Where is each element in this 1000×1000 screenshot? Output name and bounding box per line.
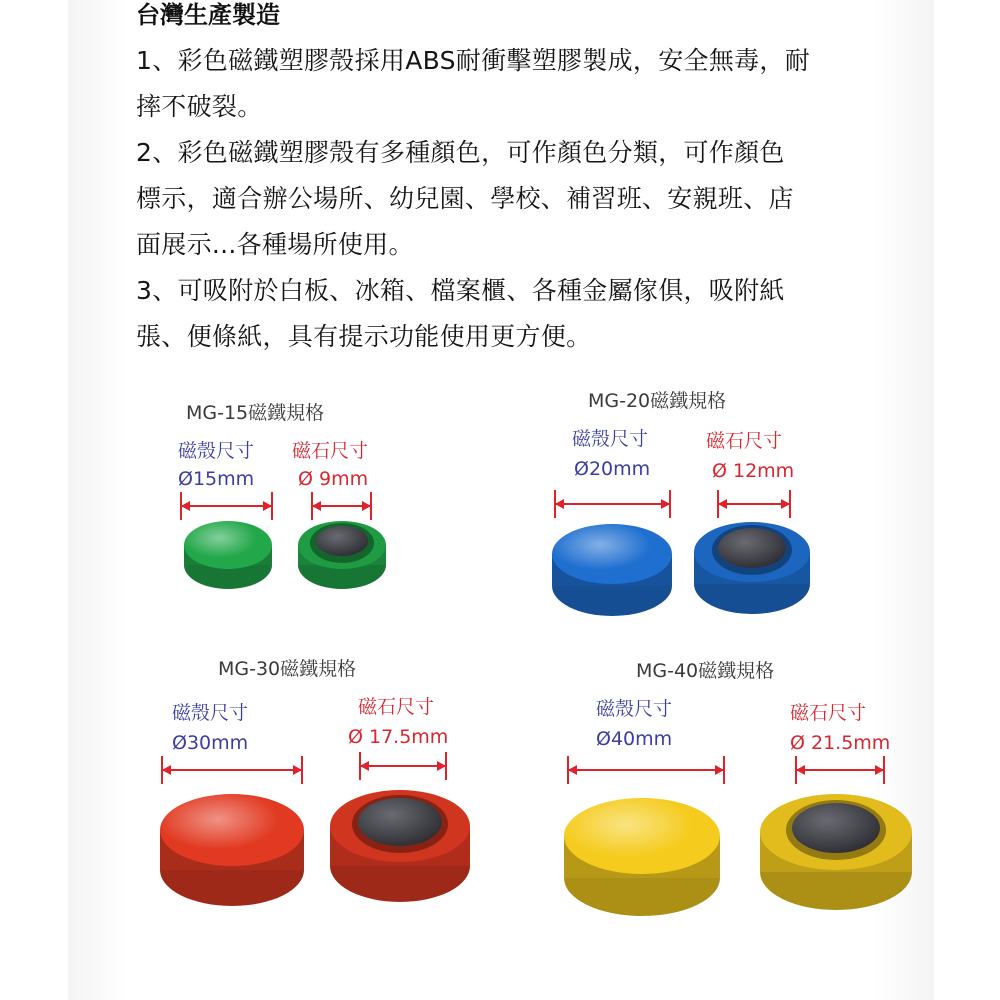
spec-mg15-shell-size: Ø15mm [178, 468, 255, 490]
mg30-magnet-arrow-head-right [437, 761, 446, 771]
point-2-line-3: 面展示...各種場所使用。 [136, 230, 414, 259]
mg40-magnet-arrow-head-left [796, 765, 805, 775]
mg40-shell-arrow-head-right [715, 765, 724, 775]
mg20-magnet-arrow-head-left [718, 499, 727, 509]
point-1-line-1: 1、彩色磁鐵塑膠殼採用ABS耐衝擊塑膠製成，安全無毒，耐 [136, 46, 810, 75]
spec-mg30-shell-size: Ø30mm [172, 732, 249, 754]
spec-mg20-shell-label: 磁殼尺寸 [572, 428, 649, 450]
spec-mg20-magnet-label: 磁石尺寸 [706, 430, 783, 452]
mg40-shell-arrow-head-left [568, 765, 577, 775]
heading: 台灣生產製造 [136, 1, 280, 29]
mg15-shell-arrow-head-right [263, 501, 272, 511]
spec-mg30-title: MG-30磁鐵規格 [218, 658, 357, 680]
mg15-open-magnet-disc [316, 526, 368, 556]
spec-mg15-magnet-size: Ø 9mm [298, 468, 369, 490]
mg15-shell-arrow-head-left [181, 501, 190, 511]
mg30-magnet-arrow-head-left [360, 761, 369, 771]
spec-mg30-magnet-label: 磁石尺寸 [358, 696, 435, 718]
mg20-shell-arrow-head-left [555, 499, 564, 509]
mg20-shell-highlight [552, 524, 672, 584]
point-1-line-2: 摔不破裂。 [136, 92, 263, 121]
mg15-shell-highlight [184, 521, 272, 569]
spec-mg15-shell-label: 磁殼尺寸 [178, 440, 255, 462]
spec-mg15-title: MG-15磁鐵規格 [186, 402, 325, 424]
mg30-shell-arrow-head-right [293, 765, 302, 775]
spec-mg30-magnet-size: Ø 17.5mm [348, 726, 449, 748]
spec-mg30-shell-label: 磁殼尺寸 [172, 702, 249, 724]
spec-mg15-magnet-label: 磁石尺寸 [292, 440, 369, 462]
mg30-shell-highlight [160, 794, 304, 866]
mg40-magnet-arrow-head-right [875, 765, 884, 775]
spec-mg20-magnet-size: Ø 12mm [712, 460, 795, 482]
mg20-open-magnet-disc [718, 528, 786, 568]
spec-mg40-shell-label: 磁殼尺寸 [596, 698, 673, 720]
mg20-magnet-arrow-head-right [781, 499, 790, 509]
mg30-shell-arrow-head-left [162, 765, 171, 775]
point-2-line-2: 標示，適合辦公場所、幼兒園、學校、補習班、安親班、店 [136, 184, 794, 213]
spec-mg40-magnet-label: 磁石尺寸 [790, 702, 867, 724]
spec-mg40-magnet-size: Ø 21.5mm [790, 732, 891, 754]
mg20-shell-arrow-head-right [661, 499, 670, 509]
point-2-line-1: 2、彩色磁鐵塑膠殼有多種顏色，可作顏色分類，可作顏色 [136, 138, 785, 167]
spec-mg40-title: MG-40磁鐵規格 [636, 660, 775, 682]
spec-mg20-shell-size: Ø20mm [574, 458, 651, 480]
point-3-line-1: 3、可吸附於白板、冰箱、檔案櫃、各種金屬傢俱，吸附紙 [136, 276, 785, 305]
point-3-line-2: 張、便條紙，具有提示功能使用更方便。 [136, 322, 592, 351]
spec-mg40-shell-size: Ø40mm [596, 728, 673, 750]
mg40-open-magnet-disc [792, 803, 880, 853]
mg30-open-magnet-disc [358, 798, 442, 846]
mg15-magnet-arrow-head-left [312, 501, 321, 511]
mg15-magnet-arrow-head-right [362, 501, 371, 511]
spec-mg20-title: MG-20磁鐵規格 [588, 390, 727, 412]
mg40-shell-highlight [564, 798, 720, 874]
